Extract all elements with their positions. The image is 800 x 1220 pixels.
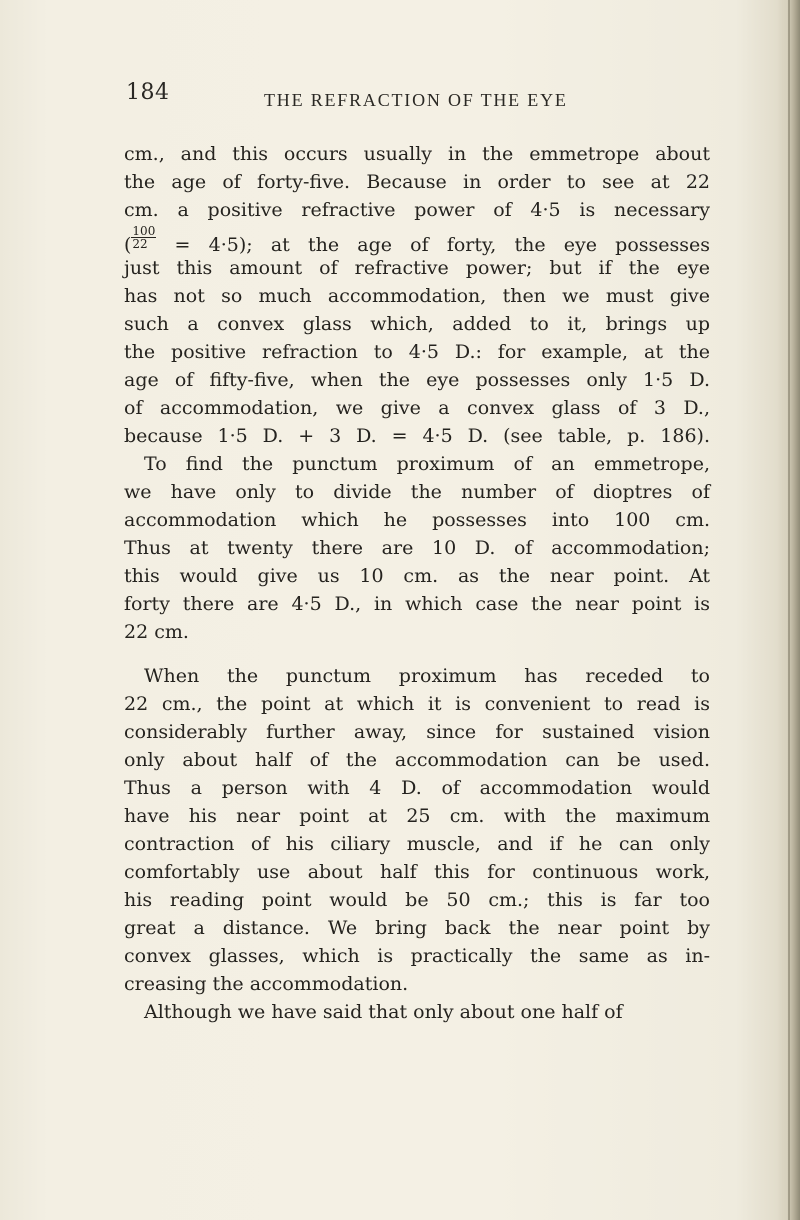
text-line: just this amount of refractive power; but if the eye bbox=[124, 257, 710, 279]
text-line: Thus at twenty there are 10 D. of accommodation; bbox=[124, 537, 710, 559]
page-edge-line bbox=[788, 0, 790, 1220]
fraction-line-rest: = 4·5); at the age of forty, the eye possesses bbox=[156, 234, 710, 256]
text-line: because 1·5 D. + 3 D. = 4·5 D. (see table, p. 186). bbox=[124, 425, 710, 447]
text-line: has not so much accommodation, then we must give bbox=[124, 285, 710, 307]
text-line: have his near point at 25 cm. with the maximum bbox=[124, 805, 710, 827]
text-line: 22 cm., the point at which it is convenient to read is bbox=[124, 693, 710, 715]
text-line: contraction of his ciliary muscle, and if he can only bbox=[124, 833, 710, 855]
text-line: accommodation which he possesses into 100 cm. bbox=[124, 509, 710, 531]
text-line: the positive refraction to 4·5 D.: for example, at the bbox=[124, 341, 710, 363]
text-line: only about half of the accommodation can be used. bbox=[124, 749, 710, 771]
text-line: such a convex glass which, added to it, brings up bbox=[124, 313, 710, 335]
text-line: cm., and this occurs usually in the emmetrope about bbox=[124, 143, 710, 165]
text-line: this would give us 10 cm. as the near point. At bbox=[124, 565, 710, 587]
text-line: age of fifty-five, when the eye possesses only 1·5 D. bbox=[124, 369, 710, 391]
text-line: forty there are 4·5 D., in which case the near point is bbox=[124, 593, 710, 615]
text-line: When the punctum proximum has receded to bbox=[144, 665, 710, 687]
fraction-open-paren: ( bbox=[124, 234, 132, 256]
text-line: we have only to divide the number of dioptres of bbox=[124, 481, 710, 503]
text-line: creasing the accommodation. bbox=[124, 973, 409, 995]
text-line: To find the punctum proximum of an emmetrope, bbox=[144, 453, 710, 475]
text-line: his reading point would be 50 cm.; this is far too bbox=[124, 889, 710, 911]
fraction-100-over-22 bbox=[131, 225, 156, 250]
text-line: 22 cm. bbox=[124, 621, 189, 643]
text-line: cm. a positive refractive power of 4·5 is necessary bbox=[124, 199, 710, 221]
text-line: convex glasses, which is practically the same as in- bbox=[124, 945, 710, 967]
running-head: THE REFRACTION OF THE EYE bbox=[264, 90, 568, 110]
text-line: considerably further away, since for sustained vision bbox=[124, 721, 710, 743]
fraction-denominator: 22 bbox=[132, 237, 148, 251]
text-line: Thus a person with 4 D. of accommodation would bbox=[124, 777, 710, 799]
text-line: Although we have said that only about one half of bbox=[144, 1001, 623, 1023]
text-line: great a distance. We bring back the near point by bbox=[124, 917, 710, 939]
text-line: of accommodation, we give a convex glass of 3 D., bbox=[124, 397, 710, 419]
text-line: comfortably use about half this for continuous work, bbox=[124, 861, 710, 883]
text-line: the age of forty-five. Because in order to see at 22 bbox=[124, 171, 710, 193]
page-number: 184 bbox=[126, 80, 170, 105]
fraction-numerator: 100 bbox=[132, 224, 156, 238]
